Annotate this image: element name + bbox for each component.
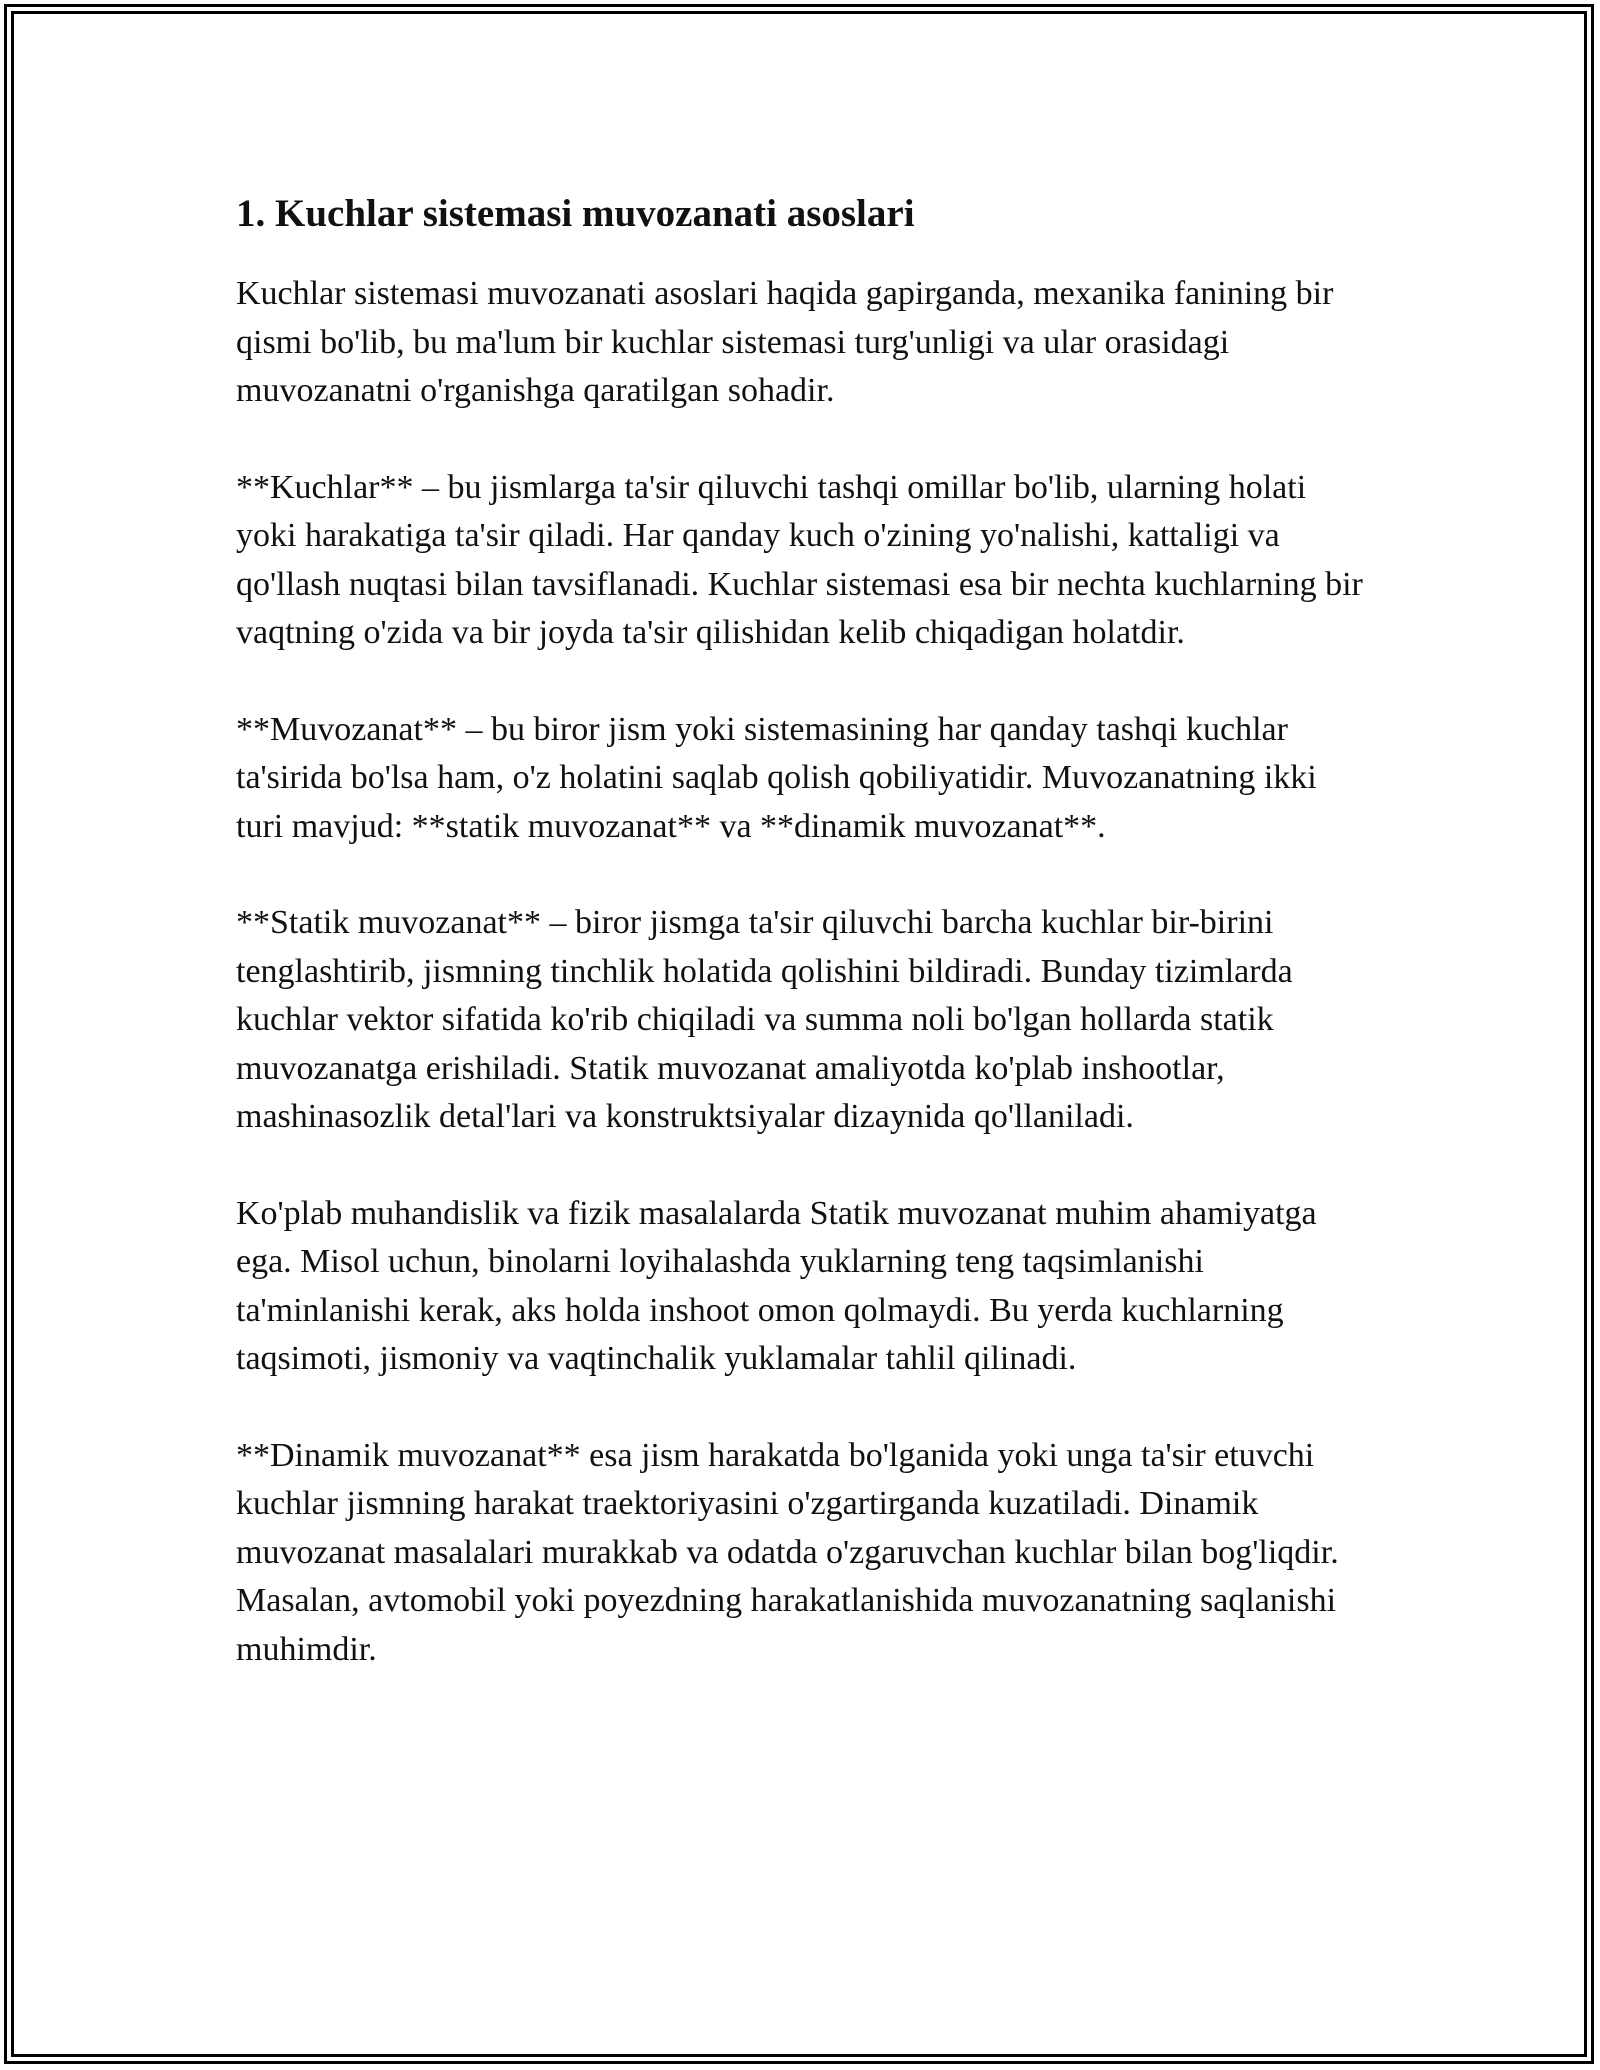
document-body xyxy=(236,186,1366,1722)
paragraph-statik-muvozanat: **Statik muvozanat** – biror jismga ta'sir qiluvchi barcha kuchlar bir-birini tenglashtirib, jismning tinchlik holatida qolishini bildiradi. Bunday tizimlarda kuchlar vektor sifatida ko'rib chiqiladi va summa noli bo'lgan hollarda statik muvozanatga erishiladi. Statik muvozanat amaliyotda ko'plab inshootlar, mashinasozlik detal'lari va konstruktsiyalar dizaynida qo'llaniladi. xyxy=(236,904,1293,1135)
paragraph-dinamik-muvozanat: **Dinamik muvozanat** esa jism harakatda bo'lganida yoki unga ta'sir etuvchi kuchlar jismning harakat traektoriyasini o'zgartirganda kuzatiladi. Dinamik muvozanat masalalari murakkab va odatda o'zgaruvchan kuchlar bilan bog'liqdir. Masalan, avtomobil yoki poyezdning harakatlanishida muvozanatning saqlanishi muhimdir. xyxy=(236,1436,1339,1668)
section-heading: 1. Kuchlar sistemasi muvozanati asoslari xyxy=(236,192,915,235)
paragraph-muhandislik: Ko'plab muhandislik va fizik masalalarda Statik muvozanat muhim ahamiyatga ega. Misol uchun, binolarni loyihalashda yuklarning teng taqsimlanishi ta'minlanishi kerak, aks holda inshoot omon qolmaydi. Bu yerda kuchlarning taqsimoti, jismoniy va vaqtinchalik yuklamalar tahlil qilinadi. xyxy=(236,1194,1317,1377)
paragraph-muvozanat: **Muvozanat** – bu biror jism yoki sistemasining har qanday tashqi kuchlar ta'sirida bo'lsa ham, o'z holatini saqlab qolish qobiliyatidir. Muvozanatning ikki turi mavjud: **statik muvozanat** va **dinamik muvozanat**. xyxy=(236,710,1317,845)
paragraph-kuchlar: **Kuchlar** – bu jismlarga ta'sir qiluvchi tashqi omillar bo'lib, ularning holati yoki harakatiga ta'sir qiladi. Har qanday kuch o'zining yo'nalishi, kattaligi va qo'llash nuqtasi bilan tavsiflanadi. Kuchlar sistemasi esa bir nechta kuchlarning bir vaqtning o'zida va bir joyda ta'sir qilishidan kelib chiqadigan holatdir. xyxy=(236,468,1363,651)
paragraph-intro: Kuchlar sistemasi muvozanati asoslari haqida gapirganda, mexanika fanining bir qismi bo'lib, bu ma'lum bir kuchlar sistemasi turg'unligi va ular orasidagi muvozanatni o'rganishga qaratilgan sohadir. xyxy=(236,275,1334,409)
